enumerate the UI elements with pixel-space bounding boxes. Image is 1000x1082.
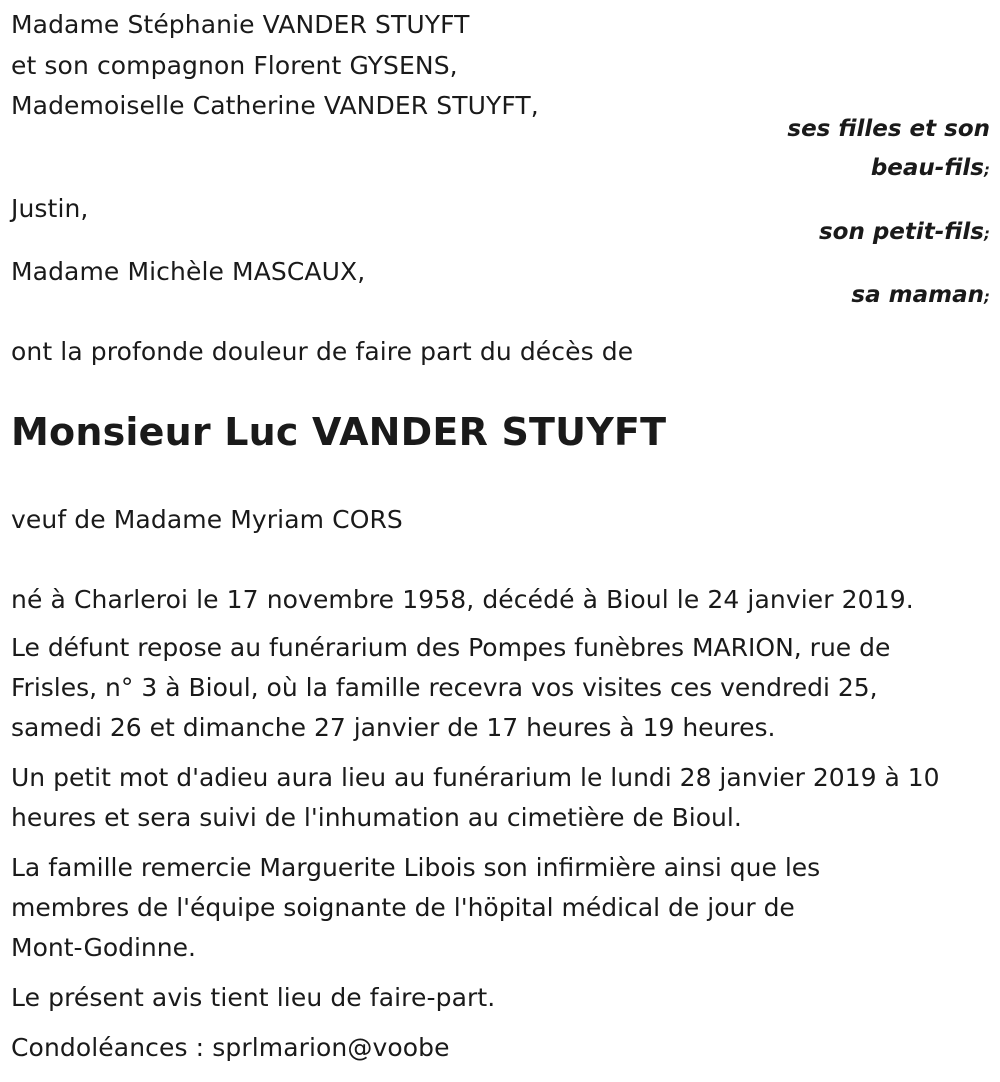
relation-mother <box>851 276 990 317</box>
semicolon: ; <box>984 288 990 306</box>
family-member-stephanie: Madame Stéphanie VANDER STUYFT <box>11 10 470 39</box>
thanks-line: membres de l'équipe soignante de l'höpital médical de jour de <box>11 893 795 922</box>
relation-grandson-text: son petit-fils <box>818 219 984 245</box>
birth-death-line: né à Charleroi le 17 novembre 1958, décédé à Bioul le 24 janvier 2019. <box>11 585 914 614</box>
family-member-michele: Madame Michèle MASCAUX, <box>11 257 366 286</box>
ceremony-paragraph <box>11 758 996 838</box>
family-member-catherine: Mademoiselle Catherine VANDER STUYFT, <box>11 91 539 120</box>
relation-daughters <box>787 110 990 149</box>
condolences-line: Condoléances : sprlmarion@voobe <box>11 1033 450 1062</box>
ceremony-line: Un petit mot d'adieu aura lieu au funérarium le lundi 28 janvier 2019 à 10 <box>11 763 940 792</box>
semicolon: ; <box>984 225 990 243</box>
relation-grandson <box>819 213 990 254</box>
ceremony-line: heures et sera suivi de l'inhumation au cimetière de Bioul. <box>11 803 742 832</box>
repose-line: samedi 26 et dimanche 27 janvier de 17 heures à 19 heures. <box>11 713 776 742</box>
thanks-line: Mont-Godinne. <box>11 933 196 962</box>
thanks-paragraph <box>11 848 996 968</box>
deceased-name: Monsieur Luc VANDER STUYFT <box>11 410 667 454</box>
family-member-florent: et son compagnon Florent GYSENS, <box>11 51 458 80</box>
relation-son-in-law <box>871 149 990 190</box>
relation-daughters-text: ses filles et son <box>787 116 990 142</box>
thanks-line: La famille remercie Marguerite Libois son infirmière ainsi que les <box>11 853 821 882</box>
announcement-text: ont la profonde douleur de faire part du décès de <box>11 337 634 366</box>
repose-paragraph <box>11 628 996 748</box>
relation-mother-text: sa maman <box>851 282 984 308</box>
relation-son-in-law-text: beau-fils <box>870 155 984 181</box>
notice-line: Le présent avis tient lieu de faire-part. <box>11 983 496 1012</box>
repose-line: Le défunt repose au funérarium des Pompes funèbres MARION, rue de <box>11 633 891 662</box>
repose-line: Frisles, n° 3 à Bioul, où la famille recevra vos visites ces vendredi 25, <box>11 673 878 702</box>
semicolon: ; <box>984 161 990 179</box>
widower-line: veuf de Madame Myriam CORS <box>11 505 403 534</box>
family-member-justin: Justin, <box>11 194 89 223</box>
